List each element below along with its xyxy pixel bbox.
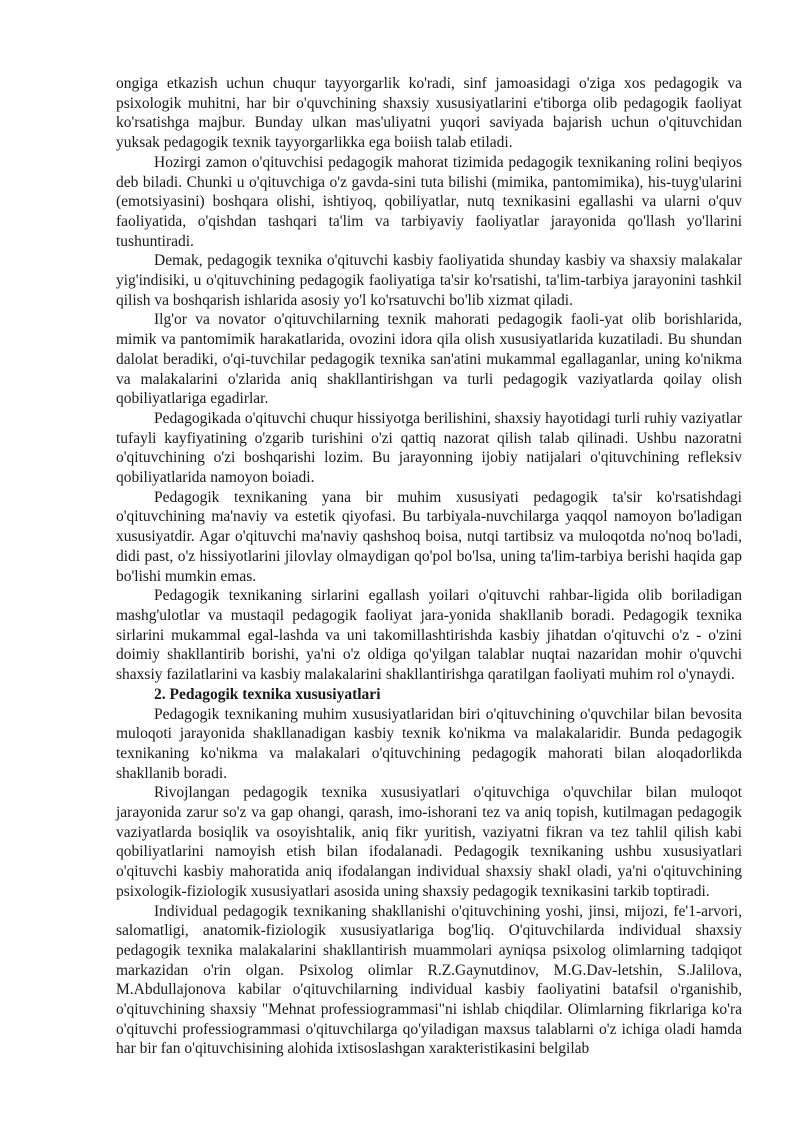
paragraph: Pedagogikada o'qituvchi chuqur hissiyotga berilishini, shaxsiy hayotidagi turli ruhiy vaziyatlar tufayli kayfiyatining o'zgarib turishini o'zi qattiq nazorat qilish talab qilinadi. Ushbu nazoratni o'qituvchining o'zi boshqarishi lozim. Bu jarayonning ijobiy natijalari o'qituvchining refleksiv qobiliyatlarida namoyon boiadi.: [116, 409, 742, 487]
paragraph: Hozirgi zamon o'qituvchisi pedagogik mahorat tizimida pedagogik texnikaning rolini beqiyos deb biladi. Chunki u o'qituvchiga o'z gavda-sini tuta bilishi (mimika, pantomimika), his-tuyg'ularini (emotsiyasini) boshqara olishi, ishtiyoq, qobiliyatlar, nutq texnikasini egallashi va ularni o'quv faoliyatida, o'qishdan tashqari ta'lim va tarbiyaviy faoliyatlar jarayonida qo'llash yo'llarini tushuntiradi.: [116, 153, 742, 250]
section-heading: 2. Pedagogik texnika xususiyatlari: [154, 685, 381, 703]
paragraph: Demak, pedagogik texnika o'qituvchi kasbiy faoliyatida shunday kasbiy va shaxsiy malakalar yig'indisiki, u o'qituvchining pedagogik faoliyatiga ta'sir ko'rsatishi, ta'lim-tarbiya jarayonini tashkil qilish va boshqarish ishlarida asosiy yo'l ko'rsatuvchi bo'lib xizmat qiladi.: [116, 252, 742, 309]
document-page: [116, 74, 742, 1059]
paragraph: Pedagogik texnikaning yana bir muhim xususiyati pedagogik ta'sir ko'rsatishdagi o'qituvchining ma'naviy va estetik qiyofasi. Bu tarbiyala-nuvchilarga yaqqol namoyon bo'ladigan xususiyatdir. Agar o'qituvchi ma'naviy qashshoq boisa, nutqi tartibsiz va muloqotda no'noq bo'ladi, didi past, o'z hissiyotlarini jilovlay olmaydigan qo'pol bo'lsa, uning ta'lim-tarbiya berishi haqida gap bo'lishi mumkin emas.: [116, 488, 742, 585]
paragraph: Rivojlangan pedagogik texnika xususiyatlari o'qituvchiga o'quvchilar bilan muloqot jarayonida zarur so'z va gap ohangi, qarash, imo-ishorani tez va aniq topish, kutilmagan pedagogik vaziyatlarda bosiqlik va osoyishtalik, aniq fikr yuritish, vaziyatni fikran va tez tahlil qilish kabi qobiliyatlarini namoyish etish bilan ifodalanadi. Pedagogik texnikaning ushbu xususiyatlari o'qituvchi kasbiy mahoratida aniq ifodalangan individual shaxsiy shakl oladi, ya'ni o'qituvchining psixologik-fiziologik xususiyatlari asosida uning shaxsiy pedagogik texnikasini tarkib toptiradi.: [116, 784, 742, 900]
paragraph: Pedagogik texnikaning muhim xususiyatlaridan biri o'qituvchining o'quvchilar bilan bevosita muloqoti jarayonida shakllanadigan kasbiy texnik ko'nikma va malakalaridir. Bunda pedagogik texnikaning ko'nikma va malakalari o'qituvchining pedagogik mahorati bilan aloqadorlikda shakllanib boradi.: [116, 705, 742, 782]
paragraph-continued: ongiga etkazish uchun chuqur tayyorgarlik ko'radi, sinf jamoasidagi o'ziga xos pedagogik va psixologik muhitni, har bir o'quvchining shaxsiy xususiyatlarini e'tiborga olib pedagogik faoliyat ko'rsatishga majbur. Bunday ulkan mas'uliyatni yuqori saviyada bajarish uchun o'qituvchidan yuksak pedagogik texnik tayyorgarlikka ega boiish talab etiladi.: [116, 75, 742, 152]
paragraph: Pedagogik texnikaning sirlarini egallash yoilari o'qituvchi rahbar-ligida olib boriladigan mashg'ulotlar va mustaqil pedagogik faoliyat jara-yonida shakllanib boradi. Pedagogik texnika sirlarini mukammal egal-lashda va uni takomillashtirishda kasbiy jihatdan o'qituvchi o'z - o'zini doimiy shakllantirib borishi, ya'ni o'z oldiga qo'yilgan talablar nuqtai nazaridan mohir o'quvchi shaxsiy fazilatlarini va kasbiy malakalarini shakllantirishga qaratilgan faoliyati muhim rol o'ynaydi.: [116, 587, 742, 684]
paragraph: Ilg'or va novator o'qituvchilarning texnik mahorati pedagogik faoli-yat olib borishlarida, mimik va pantomimik harakatlarida, ovozini idora qila olish xususiyatlarida kuzatiladi. Bu shundan dalolat beradiki, o'qi-tuvchilar pedagogik texnika san'atini mukammal egallaganlar, uning ko'nikma va malakalarini o'zlarida aniq shakllantirishgan va turli pedagogik vaziyatlarda qoilay olish qobiliyatlariga egadirlar.: [116, 311, 742, 408]
paragraph: Individual pedagogik texnikaning shakllanishi o'qituvchining yoshi, jinsi, mijozi, fe'1-arvori, salomatligi, anatomik-fiziologik xususiyatlariga bog'liq. O'qituvchilarda individual shaxsiy pedagogik texnika malakalarini shakllantirish muammolari ayniqsa psixolog olimlarning tadqiqot markazidan o'rin olgan. Psixolog olimlar R.Z.Gaynutdinov, M.G.Dav-letshin, S.Jalilova, M.Abdullajonova kabilar o'qituvchilarning individual kasbiy faoliyatini batafsil o'rganishib, o'qituvchining shaxsiy "Mehnat professiogrammasi"ni ishlab chiqdilar. Olimlarning fikrlariga ko'ra o'qituvchi professiogrammasi o'qituvchilarga qo'yiladigan maxsus talablarni o'z ichiga oladi hamda har bir fan o'qituvchisining alohida ixtisoslashgan xarakteristikasini belgilab: [116, 902, 742, 1058]
